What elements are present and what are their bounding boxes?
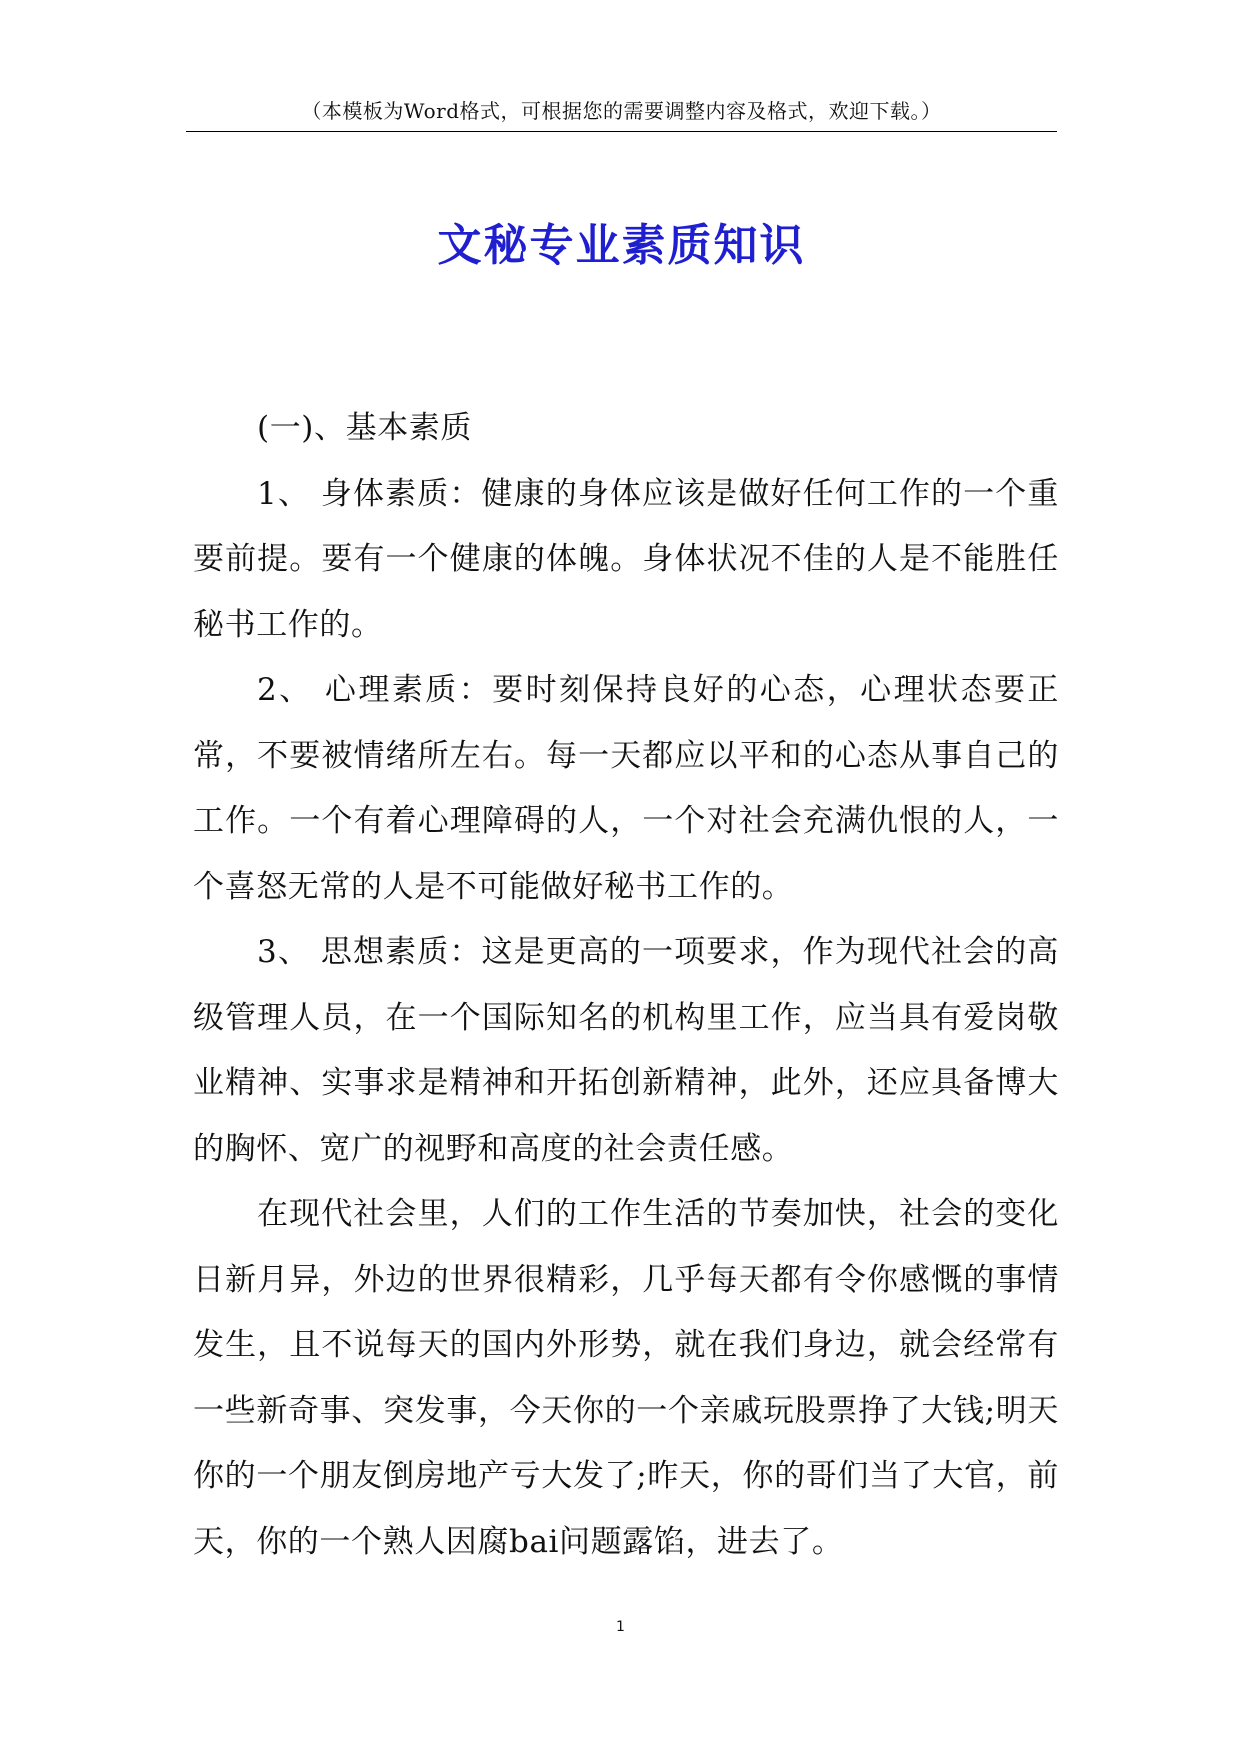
paragraph-psychological-quality: 2、 心理素质：要时刻保持良好的心态，心理状态要正常，不要被情绪所左右。每一天都应以平和的心态从事自己的工作。一个有着心理障碍的人，一个对社会充满仇恨的人，一个喜怒无常的人是不可能做好秘书工作的。 — [193, 672, 1059, 905]
header-divider — [186, 131, 1057, 132]
paragraph-ideological-quality: 3、 思想素质：这是更高的一项要求，作为现代社会的高级管理人员，在一个国际知名的机构里工作，应当具有爱岗敬业精神、实事求是精神和开拓创新精神，此外，还应具备博大的胸怀、宽广的视野和高度的社会责任感。 — [193, 934, 1059, 1167]
paragraph-modern-society: 在现代社会里，人们的工作生活的节奏加快，社会的变化日新月异，外边的世界很精彩，几乎每天都有令你感慨的事情发生，且不说每天的国内外形势，就在我们身边，就会经常有一些新奇事、突发事，今天你的一个亲戚玩股票挣了大钱;明天你的一个朋友倒房地产亏大发了;昨天，你的哥们当了大官，前天，你的一个熟人因腐bai问题露馅，进去了。 — [193, 1196, 1059, 1560]
paragraph-physical-quality: 1、 身体素质：健康的身体应该是做好任何工作的一个重要前提。要有一个健康的体魄。身体状况不佳的人是不能胜任秘书工作的。 — [193, 475, 1059, 643]
document-title: 文秘专业素质知识 — [437, 220, 806, 271]
header-note: （本模板为Word格式，可根据您的需要调整内容及格式，欢迎下载。） — [301, 99, 942, 123]
page-number: 1 — [616, 1619, 625, 1635]
document-body — [193, 396, 1059, 1575]
section-heading: (一)、基本素质 — [257, 410, 472, 446]
